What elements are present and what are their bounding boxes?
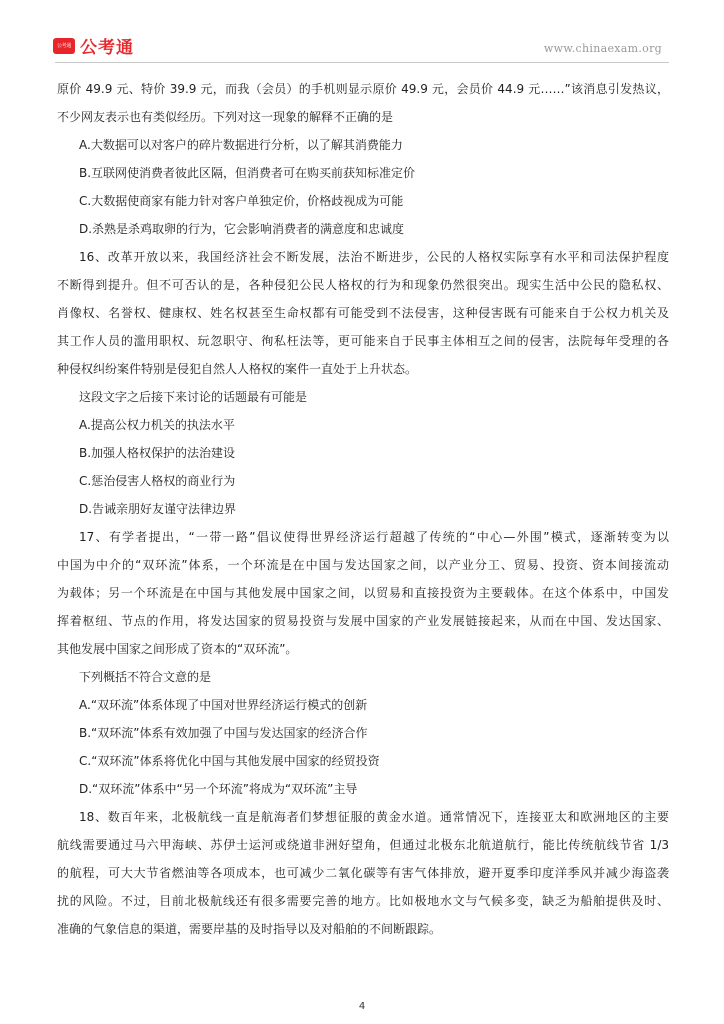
page-header xyxy=(0,0,724,64)
q16-option-a: A.提高公权力机关的执法水平 xyxy=(79,418,235,432)
q16-question: 这段文字之后接下来讨论的话题最有可能是 xyxy=(79,390,308,404)
q16-text-line: 不断得到提升。但不可否认的是，各种侵犯公民人格权的行为和现象仍然很突出。现实生活中公民的隐私权、 xyxy=(57,278,669,292)
q17-text-line: 中国为中介的“双环流”体系，一个环流是在中国与发达国家之间，以产业分工、贸易、投资、资本间接流动 xyxy=(57,558,669,572)
q17-option-c: C.“双环流”体系将优化中国与其他发展中国家的经贸投资 xyxy=(79,754,380,768)
q16-option-b: B.加强人格权保护的法治建设 xyxy=(79,446,236,460)
q17-question: 下列概括不符合文意的是 xyxy=(79,670,212,684)
q17-text-line: 其他发展中国家之间形成了资本的“双环流”。 xyxy=(57,642,298,656)
q16-text-line: 肖像权、名誉权、健康权、姓名权甚至生命权都有可能受到不法侵害，这种侵害既有可能来自于公权力机关及 xyxy=(57,306,669,320)
q17-text-line: 17、有学者提出，“一带一路”倡议使得世界经济运行超越了传统的“中心—外围”模式，逐渐转变为以 xyxy=(79,530,669,544)
q17-option-b: B.“双环流”体系有效加强了中国与发达国家的经济合作 xyxy=(79,726,368,740)
site-url: www.chinaexam.org xyxy=(543,42,662,55)
document-body xyxy=(57,79,669,947)
q17-option-d: D.“双环流”体系中“另一个环流”将成为“双环流”主导 xyxy=(79,782,358,796)
q18-text-line: 的航程，可大大节省燃油等各项成本，也可减少二氧化碳等有害气体排放，避开夏季印度洋季风并减少海盗袭 xyxy=(57,866,669,880)
q18-text-line: 18、数百年来，北极航线一直是航海者们梦想征服的黄金水道。通常情况下，连接亚太和欧洲地区的主要 xyxy=(79,810,669,824)
logo xyxy=(53,33,134,58)
page-number: 4 xyxy=(358,1001,366,1012)
q18-text-line: 航线需要通过马六甲海峡、苏伊士运河或绕道非洲好望角，但通过北极东北航道航行，能比传统航线节省 1/3 xyxy=(57,838,669,852)
q16-text-line: 其工作人员的滥用职权、玩忽职守、徇私枉法等，更可能来自于民事主体相互之间的侵害，法院每年受理的各 xyxy=(57,334,669,348)
q15-option-c: C.大数据使商家有能力针对客户单独定价，价格歧视成为可能 xyxy=(79,194,404,208)
q15-text-line: 不少网友表示也有类似经历。下列对这一现象的解释不正确的是 xyxy=(57,110,394,124)
q18-text-line: 准确的气象信息的渠道，需要岸基的及时指导以及对船舶的不间断跟踪。 xyxy=(57,922,442,936)
logo-text: 公考通 xyxy=(80,38,134,58)
q17-text-line: 挥着枢纽、节点的作用，将发达国家的贸易投资与发展中国家的产业发展链接起来，从而在中国、发达国家、 xyxy=(57,614,669,628)
q18-text-line: 扰的风险。不过，目前北极航线还有很多需要完善的地方。比如极地水文与气候多变，缺乏为船舶提供及时、 xyxy=(57,894,669,908)
logo-badge-icon: 公考通 xyxy=(53,38,75,54)
q16-text-line: 16、改革开放以来，我国经济社会不断发展，法治不断进步，公民的人格权实际享有水平和司法保护程度 xyxy=(79,250,669,264)
q17-option-a: A.“双环流”体系体现了中国对世界经济运行模式的创新 xyxy=(79,698,368,712)
header-divider xyxy=(55,62,669,63)
q15-option-a: A.大数据可以对客户的碎片数据进行分析，以了解其消费能力 xyxy=(79,138,403,152)
q16-option-c: C.惩治侵害人格权的商业行为 xyxy=(79,474,236,488)
q15-option-b: B.互联网使消费者彼此区隔，但消费者可在购买前获知标准定价 xyxy=(79,166,416,180)
q15-text-line: 原价 49.9 元、特价 39.9 元，而我（会员）的手机则显示原价 49.9 元，会员价 44.9 元……”该消息引发热议， xyxy=(57,82,669,96)
q16-option-d: D.告诫亲朋好友谨守法律边界 xyxy=(79,502,237,516)
q15-option-d: D.杀熟是杀鸡取卵的行为，它会影响消费者的满意度和忠诚度 xyxy=(79,222,405,236)
q17-text-line: 为载体；另一个环流是在中国与其他发展中国家之间，以贸易和直接投资为主要载体。在这个体系中，中国发 xyxy=(57,586,669,600)
q16-text-line: 种侵权纠纷案件特别是侵犯自然人人格权的案件一直处于上升状态。 xyxy=(57,362,418,376)
